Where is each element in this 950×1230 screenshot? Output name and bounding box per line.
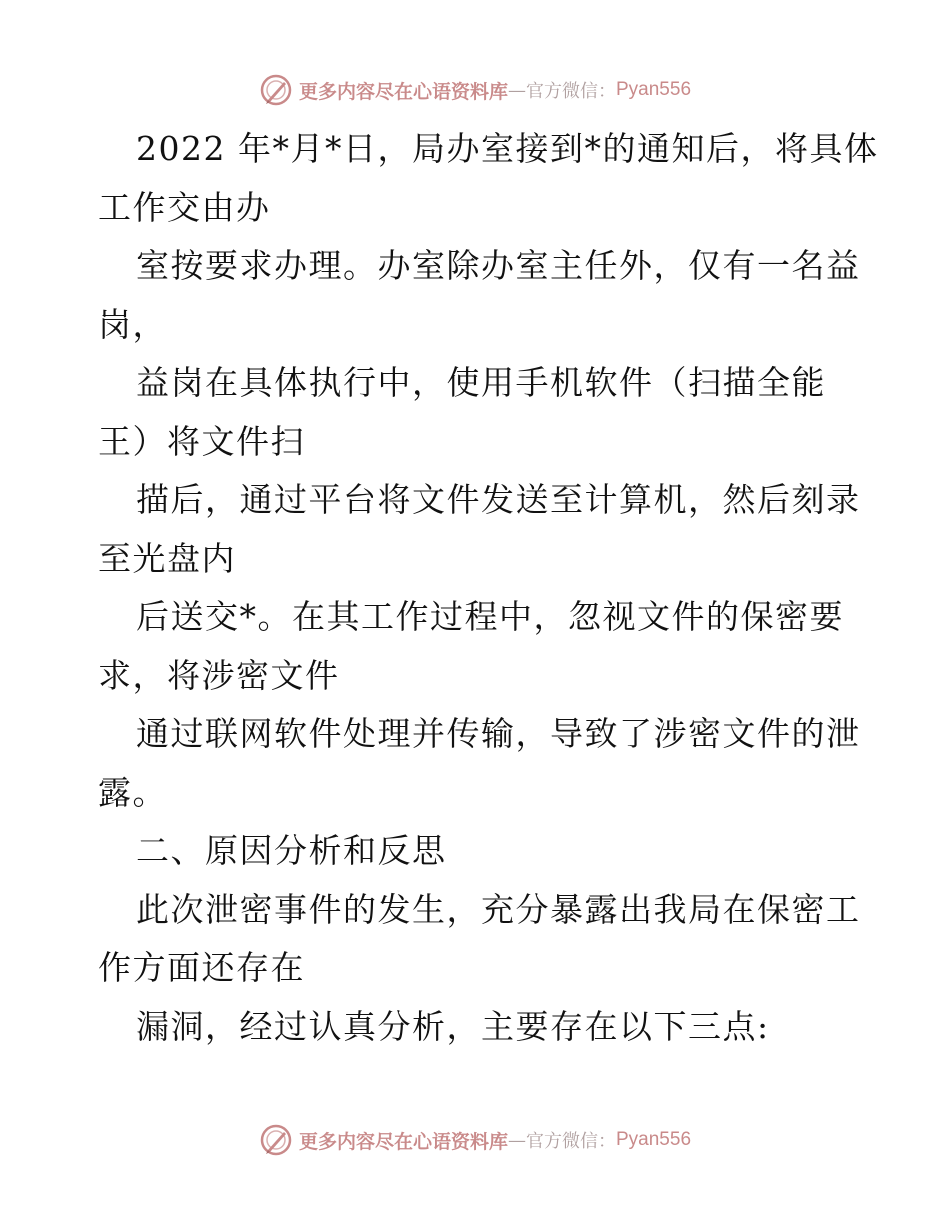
footer-watermark [0,1120,950,1160]
text-line: 漏洞，经过认真分析，主要存在以下三点: [136,1006,770,1046]
watermark-wechat-label: 官方微信： [526,1131,616,1152]
watermark-wechat-id: Pyan556 [616,1129,692,1150]
text-line: 此次泄密事件的发生，充分暴露出我局在保密工 [136,889,861,929]
pen-logo-icon [259,1123,293,1157]
pen-logo-icon [259,73,293,107]
text-line: 描后，通过平台将文件发送至计算机，然后刻录 [136,480,861,519]
watermark-wechat-label: 官方微信： [526,81,616,102]
watermark-dash: — [508,79,526,101]
document-body [98,120,879,1056]
text-line: 至光盘内 [98,538,236,578]
text-line: 岗， [98,304,167,344]
watermark-dash: — [508,1129,526,1151]
watermark-wechat-id: Pyan556 [616,79,692,100]
text-line: 求，将涉密文件 [98,655,340,695]
text-line: 益岗在具体执行中，使用手机软件（扫描全能 [136,363,826,402]
text-line: 室按要求办理。办室除办室主任外，仅有一名益 [136,246,861,285]
text-line: 后送交*。在其工作过程中，忽视文件的保密要 [136,597,844,636]
text-line: 二、原因分析和反思 [136,831,447,870]
text-line: 作方面还存在 [98,948,305,987]
text-line: 工作交由办 [98,187,271,227]
watermark-site-text: 更多内容尽在心语资料库 [298,1130,508,1153]
text-line: 通过联网软件处理并传输，导致了涉密文件的泄 [136,714,861,753]
text-line: 2022 年*月*日，局办室接到*的通知后，将具体 [136,129,879,168]
text-line: 王）将文件扫 [98,421,305,461]
watermark-site-text: 更多内容尽在心语资料库 [298,80,508,103]
header-watermark [0,70,950,110]
text-line: 露。 [98,772,167,812]
